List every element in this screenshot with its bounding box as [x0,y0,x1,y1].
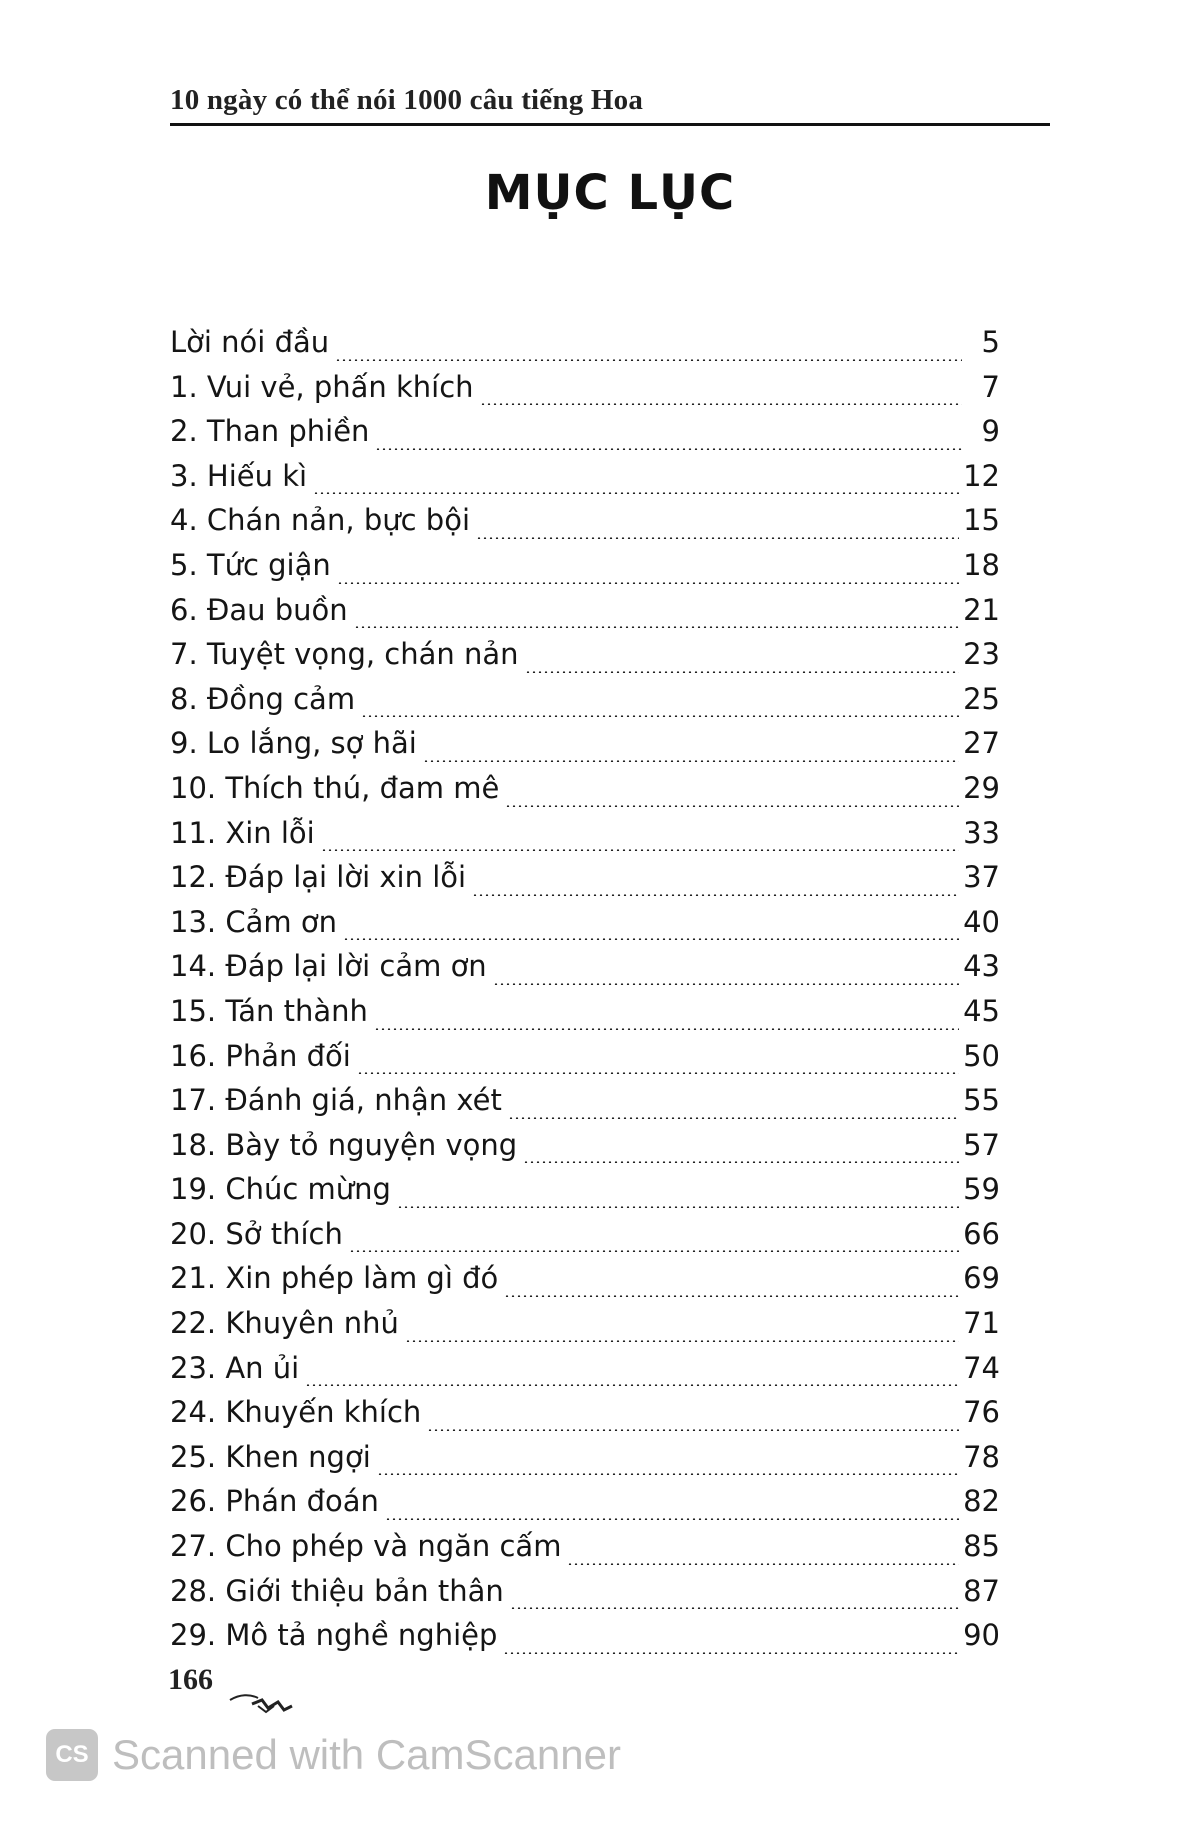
toc-entry-page: 15 [963,503,1000,538]
toc-entry-page: 69 [963,1261,1000,1296]
toc-entry-page: 37 [963,860,1000,895]
dot-leader [377,1473,959,1475]
toc-entry-page: 5 [981,325,1000,359]
toc-entry-label: 21. Xin phép làm gì đó [170,1261,499,1296]
toc-entry [170,726,1000,771]
toc-entry [170,1440,1000,1485]
toc-entry [170,637,1000,682]
running-header: 10 ngày có thể nói 1000 câu tiếng Hoa [170,84,644,116]
dot-leader [335,359,962,361]
toc-entry-page: 90 [963,1618,1000,1653]
toc-entry-label: 25. Khen ngợi [170,1439,371,1474]
dot-leader [503,1652,959,1654]
watermark-text: Scanned with CamScanner [112,1731,621,1778]
toc-entry-page: 43 [963,949,1000,984]
toc-entry-page: 74 [963,1350,1000,1385]
dot-leader [525,671,960,673]
dot-leader [337,582,959,584]
toc-entry-label: 17. Đánh giá, nhận xét [170,1083,502,1118]
toc-entry-page: 7 [981,369,1000,404]
toc-entry [170,459,1000,504]
dot-leader [321,849,959,851]
toc-entry-page: 18 [963,547,1000,582]
dot-leader [375,448,962,450]
toc-title: MỤC LỤC [484,165,736,221]
toc-entry [170,771,1000,816]
toc-entry-label: 14. Đáp lại lời cảm ơn [170,949,487,984]
toc-entry-page: 12 [963,458,1000,493]
toc-entry-label: 10. Thích thú, đam mê [170,770,500,805]
dot-leader [343,938,959,940]
toc-entry [170,325,1000,370]
dot-leader [361,715,959,717]
toc-entry-label: 11. Xin lỗi [170,815,315,850]
toc-entry-label: 23. An ủi [170,1350,300,1385]
dot-leader [405,1340,959,1342]
toc-entry-page: 9 [981,414,1000,449]
dot-leader [357,1072,959,1074]
toc-entry-page: 40 [963,904,1000,939]
toc-entry-page: 45 [963,993,1000,1028]
toc-entry [170,1306,1000,1351]
toc-entry [170,593,1000,638]
dot-leader [504,1295,959,1297]
toc-entry-page: 27 [963,726,1000,761]
toc-entry-page: 82 [963,1484,1000,1519]
toc-entry-label: 22. Khuyên nhủ [170,1306,399,1341]
toc-entry-page: 21 [963,592,1000,627]
toc-entry-page: 71 [963,1306,1000,1341]
dot-leader [480,403,962,405]
toc-entry-label: 24. Khuyến khích [170,1395,422,1430]
toc-entry-label: 3. Hiếu kì [170,458,308,493]
toc-entry-label: 6. Đau buồn [170,592,348,627]
toc-entry [170,1261,1000,1306]
toc-entry [170,370,1000,415]
camscanner-logo-icon: CS [46,1729,98,1781]
toc-entry-label: 15. Tán thành [170,993,368,1028]
toc-entry [170,949,1000,994]
toc-entry-label: 8. Đồng cảm [170,681,356,716]
header-rule [170,123,1050,126]
toc-entry-label: 7. Tuyệt vọng, chán nản [170,637,519,672]
toc-entry-label: 2. Than phiền [170,414,370,449]
toc-entry [170,414,1000,459]
toc-entry [170,994,1000,1039]
dot-leader [505,805,959,807]
dot-leader [305,1384,959,1386]
toc-entry [170,1618,1000,1663]
dot-leader [476,537,959,539]
toc-entry-page: 57 [963,1127,1000,1162]
toc-entry-page: 50 [963,1038,1000,1073]
toc-entry [170,1083,1000,1128]
toc-entry-page: 23 [963,637,1000,672]
toc-entry [170,1574,1000,1619]
dot-leader [510,1607,959,1609]
toc-entry-label: 18. Bày tỏ nguyện vọng [170,1127,518,1162]
toc-entry-page: 33 [963,815,1000,850]
dot-leader [508,1117,959,1119]
toc-entry [170,816,1000,861]
toc-entry-label: 16. Phản đối [170,1038,351,1073]
toc-entry-label: Lời nói đầu [170,325,330,359]
toc-entry-label: 12. Đáp lại lời xin lỗi [170,860,467,895]
table-of-contents [170,325,1000,1663]
toc-entry-page: 85 [963,1529,1000,1564]
toc-entry-label: 28. Giới thiệu bản thân [170,1573,504,1608]
toc-entry [170,860,1000,905]
dot-leader [313,492,959,494]
toc-entry [170,1217,1000,1262]
toc-entry [170,682,1000,727]
toc-entry-label: 1. Vui vẻ, phấn khích [170,369,474,404]
toc-entry-label: 4. Chán nản, bực bội [170,503,471,538]
page-number: 166 [168,1663,213,1696]
toc-entry [170,503,1000,548]
toc-entry-label: 13. Cảm ơn [170,904,337,939]
ornament-icon [228,1692,298,1718]
dot-leader [567,1563,959,1565]
camscanner-watermark [46,1725,621,1785]
dot-leader [354,626,959,628]
toc-entry-page: 29 [963,770,1000,805]
toc-entry [170,548,1000,593]
toc-entry [170,1395,1000,1440]
toc-entry-label: 27. Cho phép và ngăn cấm [170,1529,562,1564]
dot-leader [472,894,959,896]
toc-entry [170,1351,1000,1396]
toc-entry [170,1128,1000,1173]
toc-entry-label: 19. Chúc mừng [170,1172,391,1207]
dot-leader [385,1518,959,1520]
dot-leader [374,1028,959,1030]
toc-entry-page: 76 [963,1395,1000,1430]
toc-entry-page: 87 [963,1573,1000,1608]
toc-entry [170,905,1000,950]
toc-entry-label: 9. Lo lắng, sợ hãi [170,726,417,761]
toc-entry-page: 25 [963,681,1000,716]
toc-entry-page: 78 [963,1439,1000,1474]
dot-leader [423,760,959,762]
toc-entry-label: 29. Mô tả nghề nghiệp [170,1618,498,1653]
dot-leader [493,983,959,985]
toc-entry-label: 5. Tức giận [170,547,331,582]
dot-leader [523,1161,959,1163]
toc-entry [170,1039,1000,1084]
dot-leader [427,1429,959,1431]
dot-leader [397,1206,959,1208]
toc-entry-page: 59 [963,1172,1000,1207]
toc-entry-label: 26. Phán đoán [170,1484,379,1519]
toc-entry [170,1484,1000,1529]
toc-entry [170,1529,1000,1574]
toc-entry [170,1172,1000,1217]
dot-leader [349,1250,959,1252]
toc-entry-page: 55 [963,1083,1000,1118]
toc-entry-page: 66 [963,1216,1000,1251]
toc-entry-label: 20. Sở thích [170,1216,343,1251]
